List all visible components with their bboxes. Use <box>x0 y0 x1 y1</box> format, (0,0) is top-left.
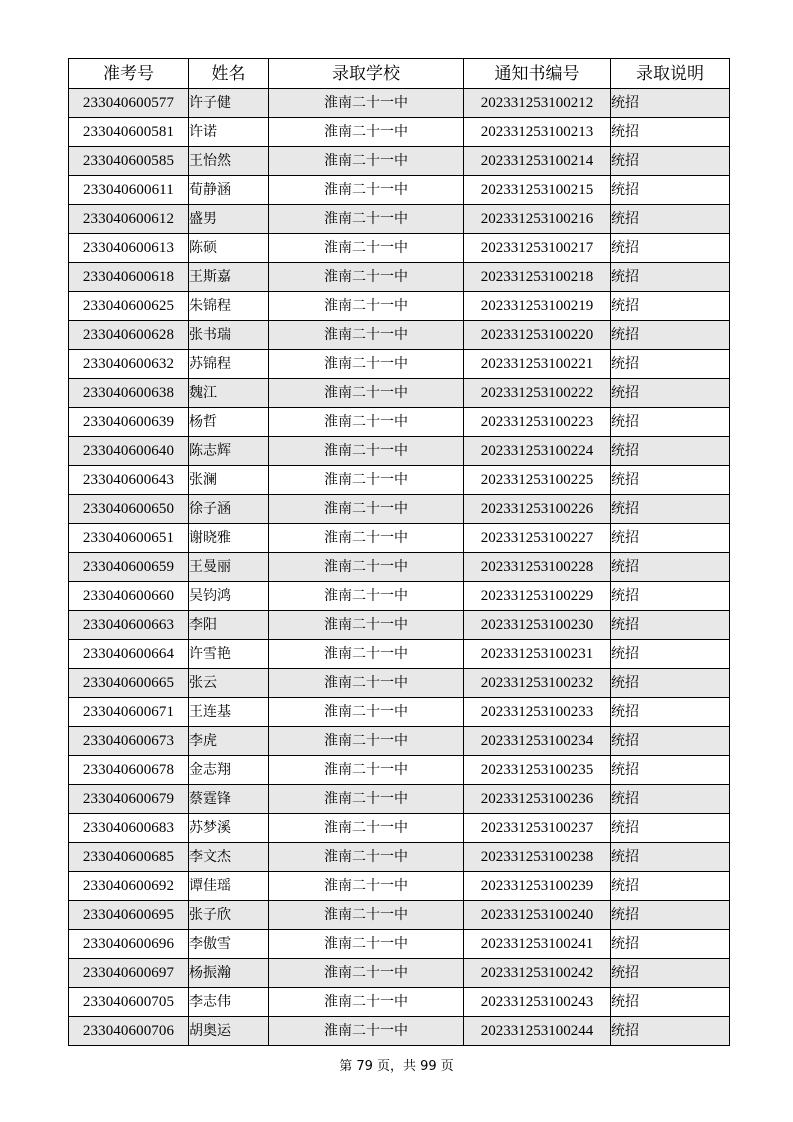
cell-notice-number: 202331253100218 <box>464 263 611 292</box>
table-row <box>69 147 730 176</box>
cell-admission-note: 统招 <box>611 437 730 466</box>
table-row <box>69 1017 730 1046</box>
cell-name: 王怡然 <box>189 147 269 176</box>
cell-school: 淮南二十一中 <box>269 89 464 118</box>
cell-name: 苏锦程 <box>189 350 269 379</box>
cell-school: 淮南二十一中 <box>269 1017 464 1046</box>
cell-name: 张子欣 <box>189 901 269 930</box>
cell-exam-id: 233040600581 <box>69 118 189 147</box>
cell-name: 荀静涵 <box>189 176 269 205</box>
cell-notice-number: 202331253100219 <box>464 292 611 321</box>
cell-notice-number: 202331253100212 <box>464 89 611 118</box>
cell-admission-note: 统招 <box>611 901 730 930</box>
table-row <box>69 727 730 756</box>
cell-admission-note: 统招 <box>611 234 730 263</box>
table-row <box>69 553 730 582</box>
table-row <box>69 901 730 930</box>
cell-notice-number: 202331253100223 <box>464 408 611 437</box>
cell-notice-number: 202331253100240 <box>464 901 611 930</box>
table-row <box>69 756 730 785</box>
cell-school: 淮南二十一中 <box>269 292 464 321</box>
cell-exam-id: 233040600695 <box>69 901 189 930</box>
cell-notice-number: 202331253100227 <box>464 524 611 553</box>
cell-exam-id: 233040600638 <box>69 379 189 408</box>
table-row <box>69 669 730 698</box>
cell-admission-note: 统招 <box>611 466 730 495</box>
cell-notice-number: 202331253100221 <box>464 350 611 379</box>
cell-exam-id: 233040600685 <box>69 843 189 872</box>
cell-notice-number: 202331253100228 <box>464 553 611 582</box>
cell-exam-id: 233040600628 <box>69 321 189 350</box>
cell-school: 淮南二十一中 <box>269 350 464 379</box>
cell-name: 金志翔 <box>189 756 269 785</box>
cell-notice-number: 202331253100232 <box>464 669 611 698</box>
cell-notice-number: 202331253100215 <box>464 176 611 205</box>
cell-admission-note: 统招 <box>611 321 730 350</box>
cell-admission-note: 统招 <box>611 1017 730 1046</box>
table-header <box>69 59 730 89</box>
table-row <box>69 350 730 379</box>
cell-school: 淮南二十一中 <box>269 756 464 785</box>
cell-exam-id: 233040600640 <box>69 437 189 466</box>
cell-admission-note: 统招 <box>611 727 730 756</box>
cell-name: 胡奥运 <box>189 1017 269 1046</box>
table-row <box>69 205 730 234</box>
table-row <box>69 640 730 669</box>
cell-admission-note: 统招 <box>611 988 730 1017</box>
cell-exam-id: 233040600673 <box>69 727 189 756</box>
cell-name: 张澜 <box>189 466 269 495</box>
table-row <box>69 292 730 321</box>
cell-name: 王曼丽 <box>189 553 269 582</box>
table-row <box>69 843 730 872</box>
cell-name: 许子健 <box>189 89 269 118</box>
cell-notice-number: 202331253100225 <box>464 466 611 495</box>
cell-notice-number: 202331253100214 <box>464 147 611 176</box>
cell-notice-number: 202331253100220 <box>464 321 611 350</box>
cell-notice-number: 202331253100239 <box>464 872 611 901</box>
admission-table <box>68 58 730 1046</box>
table-row <box>69 118 730 147</box>
cell-notice-number: 202331253100234 <box>464 727 611 756</box>
cell-name: 李志伟 <box>189 988 269 1017</box>
cell-name: 王斯嘉 <box>189 263 269 292</box>
table-row <box>69 437 730 466</box>
cell-exam-id: 233040600664 <box>69 640 189 669</box>
table-row <box>69 814 730 843</box>
cell-notice-number: 202331253100243 <box>464 988 611 1017</box>
cell-notice-number: 202331253100236 <box>464 785 611 814</box>
cell-exam-id: 233040600577 <box>69 89 189 118</box>
cell-school: 淮南二十一中 <box>269 147 464 176</box>
cell-notice-number: 202331253100244 <box>464 1017 611 1046</box>
cell-name: 谭佳瑶 <box>189 872 269 901</box>
cell-school: 淮南二十一中 <box>269 379 464 408</box>
cell-name: 陈硕 <box>189 234 269 263</box>
header-admission-note: 录取说明 <box>611 59 730 89</box>
cell-exam-id: 233040600706 <box>69 1017 189 1046</box>
page-footer: 第 79 页，共 99 页 <box>339 1059 454 1074</box>
cell-school: 淮南二十一中 <box>269 524 464 553</box>
cell-school: 淮南二十一中 <box>269 553 464 582</box>
cell-notice-number: 202331253100241 <box>464 930 611 959</box>
cell-name: 王连基 <box>189 698 269 727</box>
cell-school: 淮南二十一中 <box>269 582 464 611</box>
cell-school: 淮南二十一中 <box>269 814 464 843</box>
cell-admission-note: 统招 <box>611 118 730 147</box>
table-row <box>69 379 730 408</box>
cell-notice-number: 202331253100237 <box>464 814 611 843</box>
cell-notice-number: 202331253100216 <box>464 205 611 234</box>
cell-school: 淮南二十一中 <box>269 785 464 814</box>
table-row <box>69 611 730 640</box>
cell-admission-note: 统招 <box>611 698 730 727</box>
table-row <box>69 988 730 1017</box>
table-row <box>69 785 730 814</box>
cell-exam-id: 233040600696 <box>69 930 189 959</box>
cell-name: 蔡霆锋 <box>189 785 269 814</box>
table-row <box>69 524 730 553</box>
table-row <box>69 466 730 495</box>
cell-exam-id: 233040600679 <box>69 785 189 814</box>
cell-exam-id: 233040600671 <box>69 698 189 727</box>
cell-notice-number: 202331253100231 <box>464 640 611 669</box>
cell-exam-id: 233040600665 <box>69 669 189 698</box>
cell-school: 淮南二十一中 <box>269 321 464 350</box>
cell-admission-note: 统招 <box>611 843 730 872</box>
cell-school: 淮南二十一中 <box>269 872 464 901</box>
cell-school: 淮南二十一中 <box>269 263 464 292</box>
cell-school: 淮南二十一中 <box>269 611 464 640</box>
cell-admission-note: 统招 <box>611 785 730 814</box>
header-notice-number: 通知书编号 <box>464 59 611 89</box>
cell-school: 淮南二十一中 <box>269 205 464 234</box>
cell-exam-id: 233040600660 <box>69 582 189 611</box>
cell-notice-number: 202331253100238 <box>464 843 611 872</box>
cell-exam-id: 233040600639 <box>69 408 189 437</box>
table-row <box>69 959 730 988</box>
cell-admission-note: 统招 <box>611 350 730 379</box>
cell-admission-note: 统招 <box>611 292 730 321</box>
cell-name: 李虎 <box>189 727 269 756</box>
cell-school: 淮南二十一中 <box>269 118 464 147</box>
cell-school: 淮南二十一中 <box>269 495 464 524</box>
cell-exam-id: 233040600697 <box>69 959 189 988</box>
cell-admission-note: 统招 <box>611 89 730 118</box>
cell-school: 淮南二十一中 <box>269 176 464 205</box>
cell-exam-id: 233040600663 <box>69 611 189 640</box>
cell-name: 魏江 <box>189 379 269 408</box>
cell-admission-note: 统招 <box>611 408 730 437</box>
cell-name: 杨振瀚 <box>189 959 269 988</box>
cell-school: 淮南二十一中 <box>269 640 464 669</box>
cell-school: 淮南二十一中 <box>269 234 464 263</box>
table-row <box>69 495 730 524</box>
cell-name: 张云 <box>189 669 269 698</box>
cell-name: 张书瑞 <box>189 321 269 350</box>
cell-name: 许诺 <box>189 118 269 147</box>
cell-notice-number: 202331253100213 <box>464 118 611 147</box>
cell-admission-note: 统招 <box>611 524 730 553</box>
cell-name: 苏梦溪 <box>189 814 269 843</box>
cell-exam-id: 233040600643 <box>69 466 189 495</box>
cell-admission-note: 统招 <box>611 814 730 843</box>
cell-notice-number: 202331253100217 <box>464 234 611 263</box>
cell-name: 李文杰 <box>189 843 269 872</box>
cell-exam-id: 233040600705 <box>69 988 189 1017</box>
cell-notice-number: 202331253100222 <box>464 379 611 408</box>
cell-name: 陈志辉 <box>189 437 269 466</box>
cell-school: 淮南二十一中 <box>269 901 464 930</box>
table-row <box>69 321 730 350</box>
table-row <box>69 234 730 263</box>
cell-exam-id: 233040600612 <box>69 205 189 234</box>
table-row <box>69 872 730 901</box>
cell-exam-id: 233040600632 <box>69 350 189 379</box>
cell-admission-note: 统招 <box>611 263 730 292</box>
cell-exam-id: 233040600613 <box>69 234 189 263</box>
cell-school: 淮南二十一中 <box>269 669 464 698</box>
cell-admission-note: 统招 <box>611 553 730 582</box>
cell-school: 淮南二十一中 <box>269 727 464 756</box>
cell-school: 淮南二十一中 <box>269 466 464 495</box>
header-row <box>69 59 730 89</box>
cell-notice-number: 202331253100226 <box>464 495 611 524</box>
cell-school: 淮南二十一中 <box>269 930 464 959</box>
cell-admission-note: 统招 <box>611 930 730 959</box>
cell-school: 淮南二十一中 <box>269 843 464 872</box>
cell-admission-note: 统招 <box>611 379 730 408</box>
cell-admission-note: 统招 <box>611 872 730 901</box>
cell-school: 淮南二十一中 <box>269 698 464 727</box>
cell-exam-id: 233040600625 <box>69 292 189 321</box>
cell-notice-number: 202331253100230 <box>464 611 611 640</box>
cell-admission-note: 统招 <box>611 495 730 524</box>
cell-admission-note: 统招 <box>611 640 730 669</box>
cell-name: 吴钧鸿 <box>189 582 269 611</box>
cell-name: 谢晓雅 <box>189 524 269 553</box>
cell-exam-id: 233040600618 <box>69 263 189 292</box>
cell-admission-note: 统招 <box>611 205 730 234</box>
cell-notice-number: 202331253100235 <box>464 756 611 785</box>
table-body <box>69 89 730 1046</box>
cell-name: 盛男 <box>189 205 269 234</box>
header-name: 姓名 <box>189 59 269 89</box>
cell-exam-id: 233040600683 <box>69 814 189 843</box>
cell-name: 朱锦程 <box>189 292 269 321</box>
cell-name: 李阳 <box>189 611 269 640</box>
cell-exam-id: 233040600585 <box>69 147 189 176</box>
cell-school: 淮南二十一中 <box>269 437 464 466</box>
cell-admission-note: 统招 <box>611 756 730 785</box>
cell-admission-note: 统招 <box>611 669 730 698</box>
table-row <box>69 698 730 727</box>
cell-exam-id: 233040600651 <box>69 524 189 553</box>
cell-admission-note: 统招 <box>611 176 730 205</box>
cell-name: 许雪艳 <box>189 640 269 669</box>
cell-notice-number: 202331253100224 <box>464 437 611 466</box>
cell-school: 淮南二十一中 <box>269 408 464 437</box>
cell-exam-id: 233040600678 <box>69 756 189 785</box>
cell-exam-id: 233040600659 <box>69 553 189 582</box>
table-row <box>69 930 730 959</box>
table-row <box>69 176 730 205</box>
table-row <box>69 263 730 292</box>
table-row <box>69 408 730 437</box>
cell-exam-id: 233040600692 <box>69 872 189 901</box>
header-school: 录取学校 <box>269 59 464 89</box>
cell-exam-id: 233040600650 <box>69 495 189 524</box>
cell-name: 李傲雪 <box>189 930 269 959</box>
cell-school: 淮南二十一中 <box>269 959 464 988</box>
cell-admission-note: 统招 <box>611 959 730 988</box>
cell-admission-note: 统招 <box>611 582 730 611</box>
table-row <box>69 89 730 118</box>
cell-school: 淮南二十一中 <box>269 988 464 1017</box>
cell-admission-note: 统招 <box>611 147 730 176</box>
cell-exam-id: 233040600611 <box>69 176 189 205</box>
cell-name: 杨哲 <box>189 408 269 437</box>
cell-notice-number: 202331253100233 <box>464 698 611 727</box>
header-exam-id: 准考号 <box>69 59 189 89</box>
table-row <box>69 582 730 611</box>
cell-admission-note: 统招 <box>611 611 730 640</box>
cell-notice-number: 202331253100242 <box>464 959 611 988</box>
cell-name: 徐子涵 <box>189 495 269 524</box>
cell-notice-number: 202331253100229 <box>464 582 611 611</box>
